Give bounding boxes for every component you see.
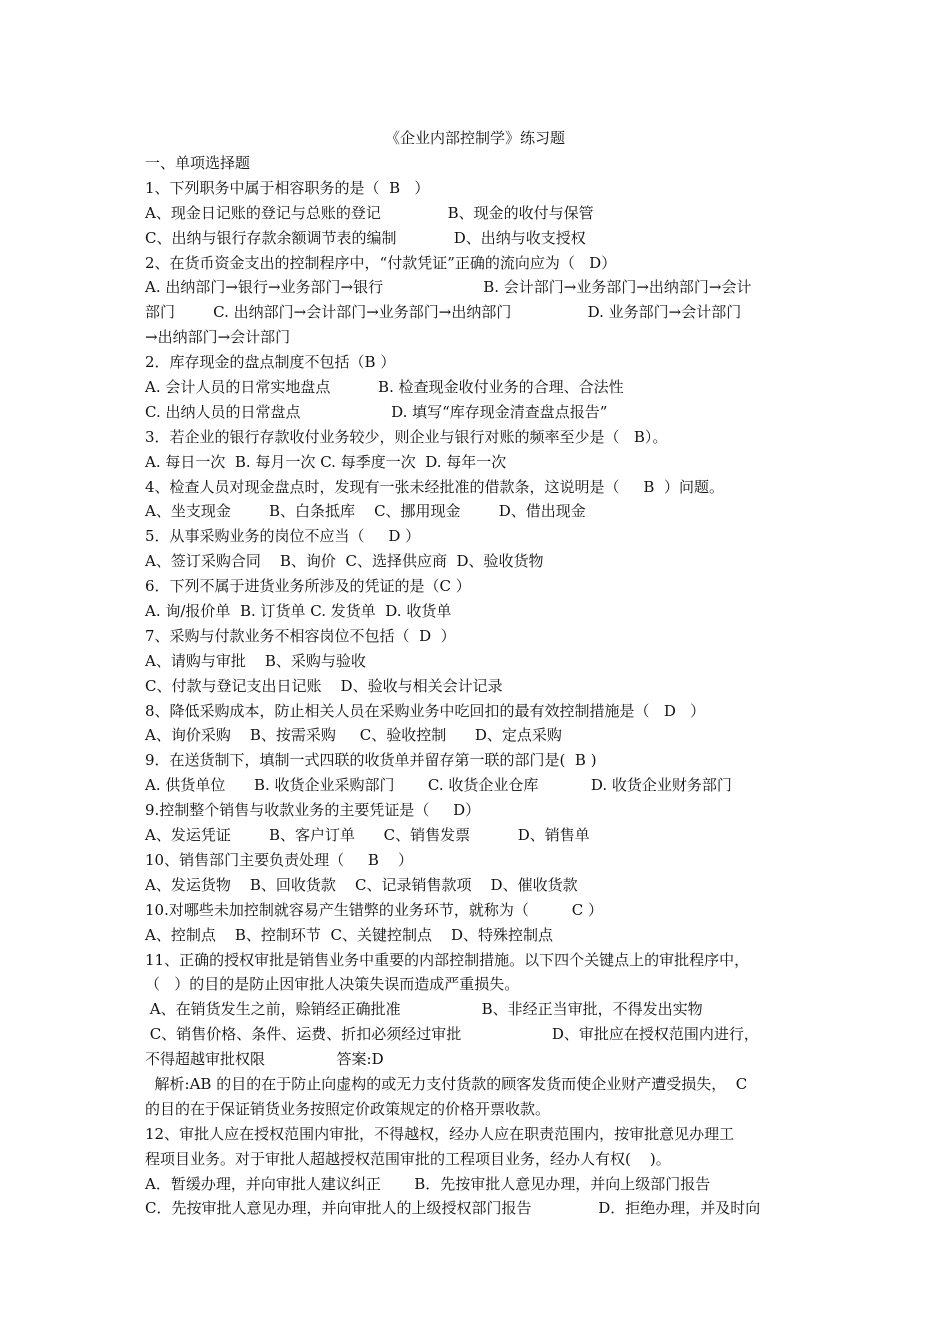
text-line: 9．在送货制下，填制一式四联的收货单并留存第一联的部门是( B ) [145, 751, 597, 770]
text-line: A. 每日一次 B. 每月一次 C. 每季度一次 D. 每年一次 [145, 452, 507, 471]
text-line: 11、正确的授权审批是销售业务中重要的内部控制措施。以下四个关键点上的审批程序中， [145, 950, 750, 969]
text-line: （ ）的目的是防止因审批人决策失误而造成严重损失。 [145, 975, 520, 994]
text-line: 8、降低采购成本，防止相关人员在采购业务中吃回扣的最有效控制措施是（ D ） [145, 701, 706, 720]
text-line: A. 会计人员的日常实地盘点 B. 检查现金收付业务的合理、合法性 [145, 378, 624, 397]
text-line: A. 询/报价单 B. 订货单 C. 发货单 D. 收货单 [145, 602, 452, 621]
text-line: 7、采购与付款业务不相容岗位不包括（ D ） [145, 626, 456, 645]
text-line: C、付款与登记支出日记账 D、验收与相关会计记录 [145, 676, 503, 695]
text-line: A、发运凭证 B、客户订单 C、销售发票 D、销售单 [145, 826, 590, 845]
text-line: A、询价采购 B、按需采购 C、验收控制 D、定点采购 [145, 726, 562, 745]
document-title: 《企业内部控制学》练习题 [384, 129, 565, 147]
text-line: 3．若企业的银行存款收付业务较少，则企业与银行对账的频率至少是（ B）。 [145, 427, 668, 446]
document-body [145, 151, 825, 1221]
text-line: 12、审批人应在授权范围内审批，不得越权，经办人应在职责范围内，按审批意见办理工 [145, 1124, 735, 1143]
text-line: A、控制点 B、控制环节 C、关键控制点 D、特殊控制点 [145, 925, 554, 944]
text-line: A．暂缓办理，并向审批人建议纠正 B．先按审批人意见办理，并向上级部门报告 [145, 1174, 711, 1193]
text-line: A、发运货物 B、回收货款 C、记录销售款项 D、催收货款 [145, 875, 578, 894]
text-line: 解析:AB 的目的在于防止向虚构的或无力支付货款的顾客发货而使企业财产遭受损失， C [145, 1074, 748, 1093]
text-line: C、出纳与银行存款余额调节表的编制 D、出纳与收支授权 [145, 228, 586, 247]
text-line: 2．库存现金的盘点制度不包括（B ） [145, 353, 396, 372]
text-line: 不得超越审批权限 答案:D [145, 1050, 384, 1069]
text-line: 的目的在于保证销货业务按照定价政策规定的价格开票收款。 [145, 1099, 551, 1118]
text-line: 2、在货币资金支出的控制程序中，“付款凭证”正确的流向应为（ D） [145, 253, 617, 272]
text-line: 一、单项选择题 [145, 154, 251, 172]
text-line: C、销售价格、条件、运费、折扣必须经过审批 D、审批应在授权范围内进行， [145, 1025, 759, 1044]
text-line: A、在销货发生之前，赊销经正确批准 B、非经正当审批，不得发出实物 [145, 1000, 703, 1019]
text-line: 程项目业务。对于审批人超越授权范围审批的工程项目业务，经办人有权( )。 [145, 1149, 671, 1168]
text-line: 1、下列职务中属于相容职务的是（ B ） [145, 178, 430, 197]
text-line: A. 出纳部门→银行→业务部门→银行 B. 会计部门→业务部门→出纳部门→会计 [145, 278, 752, 297]
text-line: A、请购与审批 B、采购与验收 [145, 651, 366, 670]
text-line: 10.对哪些未加控制就容易产生错弊的业务环节，就称为（ C ） [145, 900, 604, 919]
text-line: 4、检查人员对现金盘点时，发现有一张未经批准的借款条，这说明是（ B ）问题。 [145, 477, 724, 496]
text-line: A、现金日记账的登记与总账的登记 B、现金的收付与保管 [145, 203, 594, 222]
text-line: A、坐支现金 B、白条抵库 C、挪用现金 D、借出现金 [145, 502, 586, 521]
text-line: 6．下列不属于进货业务所涉及的凭证的是（C ） [145, 577, 471, 596]
text-line: A、签订采购合同 B、询价 C、选择供应商 D、验收货物 [145, 552, 544, 571]
text-line: 10、销售部门主要负责处理（ B ） [145, 850, 414, 869]
text-line: 部门 C. 出纳部门→会计部门→业务部门→出纳部门 D. 业务部门→会计部门 [145, 303, 742, 322]
text-line: 5．从事采购业务的岗位不应当（ D ） [145, 527, 421, 546]
text-line: 9.控制整个销售与收款业务的主要凭证是（ D） [145, 801, 481, 820]
text-line: C．先按审批人意见办理，并向审批人的上级授权部门报告 D．拒绝办理，并及时向 [145, 1199, 761, 1218]
text-line: C. 出纳人员的日常盘点 D. 填写“库存现金清查盘点报告” [145, 402, 608, 421]
text-line: A. 供货单位 B. 收货企业采购部门 C. 收货企业仓库 D. 收货企业财务部门 [145, 776, 732, 795]
text-line: →出纳部门→会计部门 [145, 328, 291, 347]
